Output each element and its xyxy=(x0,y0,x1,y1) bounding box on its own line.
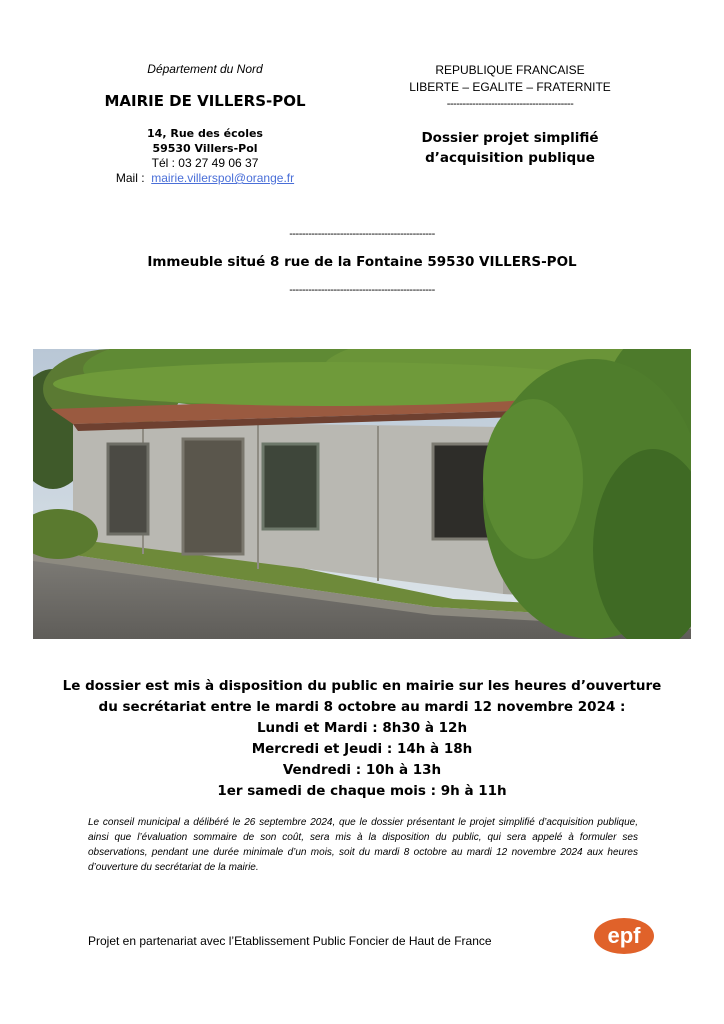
republic-header xyxy=(370,62,650,168)
dossier-title: Dossier projet simplifié d’acquisition publique xyxy=(421,130,599,166)
hours-wed-thu: Mercredi et Jeudi : 14h à 18h xyxy=(251,741,473,757)
mail-line xyxy=(90,171,320,186)
separator-bottom: ---------------------------------------------- xyxy=(289,284,435,296)
separator-top: ---------------------------------------------- xyxy=(289,228,435,240)
address-city: 59530 Villers-Pol xyxy=(152,142,258,155)
mail-label: Mail : xyxy=(115,171,145,185)
republic-title: REPUBLIQUE FRANCAISE xyxy=(435,63,585,77)
mairie-header xyxy=(90,62,320,186)
phone: Tél : 03 27 49 06 37 xyxy=(151,156,259,170)
building-photo xyxy=(33,349,691,639)
notice-line-2: du secrétariat entre le mardi 8 octobre au mardi 12 novembre 2024 : xyxy=(98,699,626,715)
republic-motto: LIBERTE – EGALITE – FRATERNITE xyxy=(409,80,611,94)
address-street: 14, Rue des écoles xyxy=(147,127,263,140)
hours-fri: Vendredi : 10h à 13h xyxy=(282,762,442,778)
building-title: Immeuble situé 8 rue de la Fontaine 59530 VILLERS-POL xyxy=(147,254,577,270)
notice-line-1: Le dossier est mis à disposition du public en mairie sur les heures d’ouverture xyxy=(62,678,662,694)
partnership-text: Projet en partenariat avec l’Etablissement Public Foncier de Haut de France xyxy=(88,934,492,948)
epf-logo xyxy=(592,912,656,956)
legal-text: Le conseil municipal a délibéré le 26 septembre 2024, que le dossier présentant le projet simplifié d’acquisition publique, ainsi que l’évaluation sommaire de son coût, sera mis à la disposition du public, qui sera appelé à formuler ses observations, pendant une durée minimale d’un mois, soit du mardi 8 octobre au mardi 12 novembre 2024 aux heures d’ouverture du secrétariat de la mairie. xyxy=(88,817,638,873)
hours-mon-tue: Lundi et Mardi : 8h30 à 12h xyxy=(256,720,468,736)
opening-notice xyxy=(40,676,684,802)
epf-logo-text: epf xyxy=(607,923,641,948)
hours-sat: 1er samedi de chaque mois : 9h à 11h xyxy=(217,783,507,799)
mail-link[interactable]: mairie.villerspol@orange.fr xyxy=(151,171,295,185)
mairie-name: MAIRIE DE VILLERS-POL xyxy=(104,92,306,110)
department: Département du Nord xyxy=(147,62,263,76)
separator: ---------------------------------------- xyxy=(446,98,574,110)
